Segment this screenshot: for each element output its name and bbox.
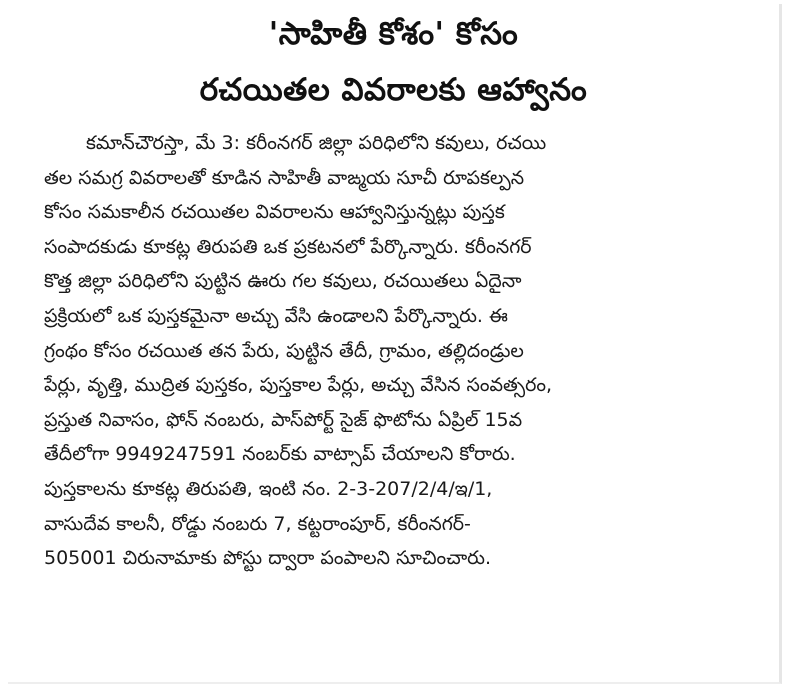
body-line-8: పేర్లు, వృత్తి, ముద్రిత పుస్తకం, పుస్తకాల పేర్లు, అచ్చు వేసిన సంవత్సరం, (44, 374, 553, 397)
body-line-11: పుస్తకాలను కూకట్ల తిరుపతి, ఇంటి నం. 2-3-207/2/4/ఇ/1, (44, 477, 493, 500)
body-line-7: గ్రంథం కోసం రచయిత తన పేరు, పుట్టిన తేదీ, గ్రామం, తల్లిదండ్రుల (44, 339, 524, 362)
body-line-5: కొత్త జిల్లా పరిధిలోని పుట్టిన ఊరు గల కవులు, రచయితలు ఏదైనా (44, 270, 522, 293)
body-line-10: తేదీలోగా 9949247591 నంబర్‌కు వాట్సాప్ చేయాలని కోరారు. (44, 443, 516, 466)
body-line-1: కమాన్‌చౌరస్తా, మే 3: కరీంనగర్ జిల్లా పరిధిలోని కవులు, రచయి (86, 132, 547, 154)
body-line-13: 505001 చిరునామాకు పోస్టు ద్వారా పంపాలని సూచించారు. (44, 547, 492, 570)
headline-line-2: రచయితల వివరాలకు ఆహ్వానం (199, 72, 588, 108)
headline-line-1: 'సాహితీ కోశం' కోసం (268, 16, 519, 52)
body-line-6: ప్రక్రియలో ఒక పుస్తకమైనా అచ్చు వేసి ఉండాలని పేర్కొన్నారు. ఈ (44, 304, 508, 327)
body-line-3: కోసం సమకాలీన రచయితల వివరాలను ఆహ్వానిస్తున్నట్లు పుస్తక (44, 201, 505, 224)
article-body (44, 126, 765, 576)
body-line-2: తల సమగ్ర వివరాలతో కూడిన సాహితీ వాఙ్మయ సూచీ రూపకల్పన (44, 166, 525, 189)
newspaper-clipping (8, 4, 782, 684)
body-line-12: వాసుదేవ కాలనీ, రోడ్డు నంబరు 7, కట్టరాంపూర్, కరీంనగర్- (44, 512, 471, 535)
body-line-9: ప్రస్తుత నివాసం, ఫోన్ నంబరు, పాస్‌పోర్ట్ సైజ్ ఫొటోను ఏప్రిల్ 15వ (44, 408, 523, 431)
body-line-4: సంపాదకుడు కూకట్ల తిరుపతి ఒక ప్రకటనలో పేర్కొన్నారు. కరీంనగర్ (44, 235, 532, 258)
